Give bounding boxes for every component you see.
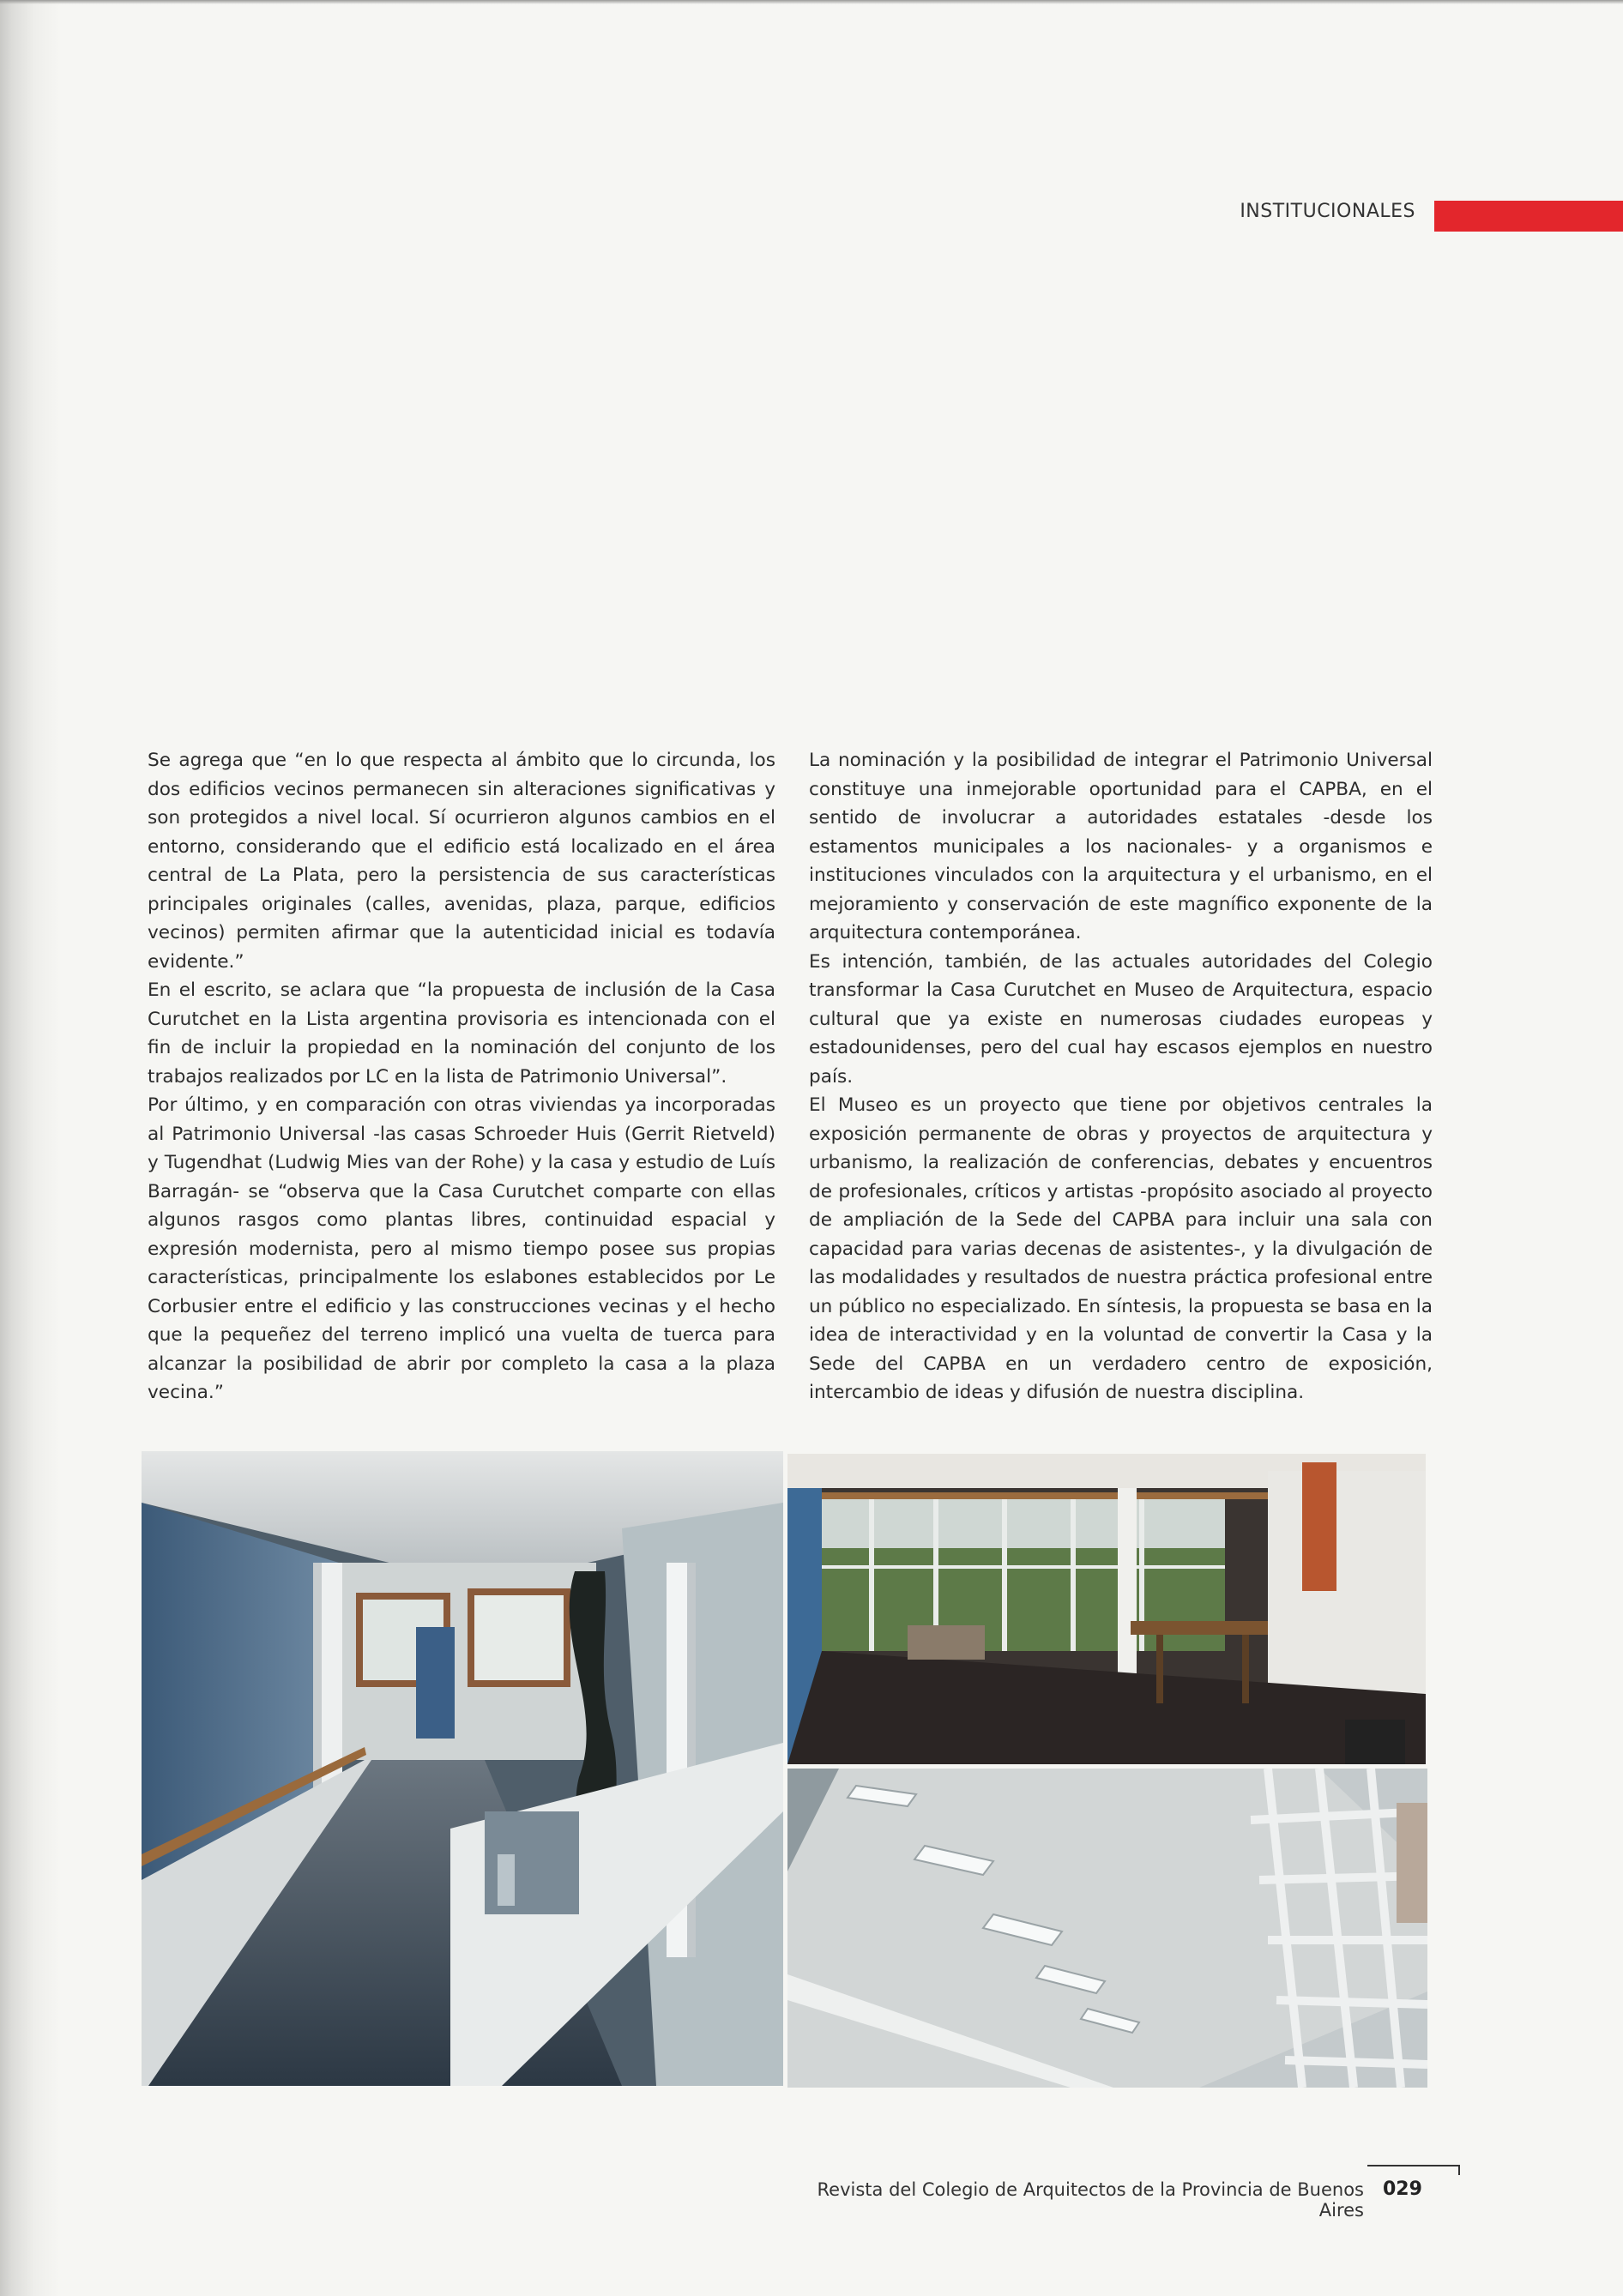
section-label: INSTITUCIONALES	[1240, 201, 1415, 222]
footer-rule	[1367, 2165, 1460, 2166]
left-paragraph-1: Se agrega que “en lo que respecta al ámbito que lo circunda, los dos edificios vecinos permanecen sin alteraciones significativas y son protegidos a nivel local. Sí ocurrieron algunos cambios en el entorno, considerando que el edificio está localizado en el área central de La Plata, pero la persistencia de sus características principales originales (calles, avenidas, plaza, parque, edificios vecinos) permiten afirmar que la autenticidad inicial es todavía evidente.”	[148, 750, 775, 973]
left-paragraph-2: En el escrito, se aclara que “la propuesta de inclusión de la Casa Curutchet en la Lista argentina provisoria es intencionada con el fin de incluir la propiedad en la nominación del conjunto de los trabajos realizados por LC en la lista de Patrimonio Universal”.	[148, 979, 775, 1088]
right-paragraph-2: Es intención, también, de las actuales autoridades del Colegio transformar la Casa Curutchet en Museo de Arquitectura, espacio cultural que ya existe en numerosas ciudades europeas y estadounidenses, pero del cual hay escasos ejemplos en nuestro país.	[809, 950, 1433, 1088]
interior-photo	[787, 1454, 1426, 1764]
ceiling-photo	[787, 1769, 1427, 2088]
interior-photo-illustration	[787, 1454, 1426, 1764]
left-paragraph-3: Por último, y en comparación con otras viviendas ya incorporadas al Patrimonio Universal -las casas Schroeder Huis (Gerrit Rietveld) y Tugendhat (Ludwig Mies van der Rohe) y la casa y estudio de Luís Barragán- se “observa que la Casa Curutchet comparte con ellas algunos rasgos como plantas libres, continuidad espacial y expresión modernista, pero al mismo tiempo posee sus propias características, principalmente los eslabones establecidos por Le Corbusier entre el edificio y las construcciones vecinas y el hecho que la pequeñez del terreno implicó una vuelta de tuerca para alcanzar la posibilidad de abrir por completo la casa a la plaza vecina.”	[148, 1094, 775, 1403]
page-number: 029	[1383, 2178, 1422, 2200]
page-gutter-shadow	[0, 0, 60, 2296]
right-text-column	[809, 746, 1433, 1407]
page-top-edge	[0, 0, 1623, 4]
left-text-column	[148, 746, 775, 1407]
footer-publication-name: Revista del Colegio de Arquitectos de la Provincia de Buenos Aires	[817, 2179, 1364, 2221]
ramp-photo-illustration	[142, 1451, 783, 2086]
right-paragraph-3: El Museo es un proyecto que tiene por objetivos centrales la exposición permanente de obras y proyectos de arquitectura y urbanismo, la realización de conferencias, debates y encuentros de profesionales, críticos y artistas -propósito asociado al proyecto de ampliación de la Sede del CAPBA para incluir una sala con capacidad para varias decenas de asistentes-, y la divulgación de las modalidades y resultados de nuestra práctica profesional entre un público no especializado. En síntesis, la propuesta se basa en la idea de interactividad y en la voluntad de convertir la Casa y la Sede del CAPBA en un verdadero centro de exposición, intercambio de ideas y difusión de nuestra disciplina.	[809, 1094, 1433, 1403]
right-paragraph-1: La nominación y la posibilidad de integrar el Patrimonio Universal constituye una inmejorable oportunidad para el CAPBA, en el sentido de involucrar a autoridades estatales -desde los estamentos municipales a los nacionales- y a organismos e instituciones vinculados con la arquitectura y el urbanismo, en el mejoramiento y conservación de este magnífico exponente de la arquitectura contemporánea.	[809, 750, 1433, 943]
ramp-photo	[142, 1451, 783, 2086]
footer-rule-tick	[1458, 2165, 1460, 2175]
ceiling-photo-illustration	[787, 1769, 1427, 2088]
section-accent-bar	[1434, 201, 1623, 232]
